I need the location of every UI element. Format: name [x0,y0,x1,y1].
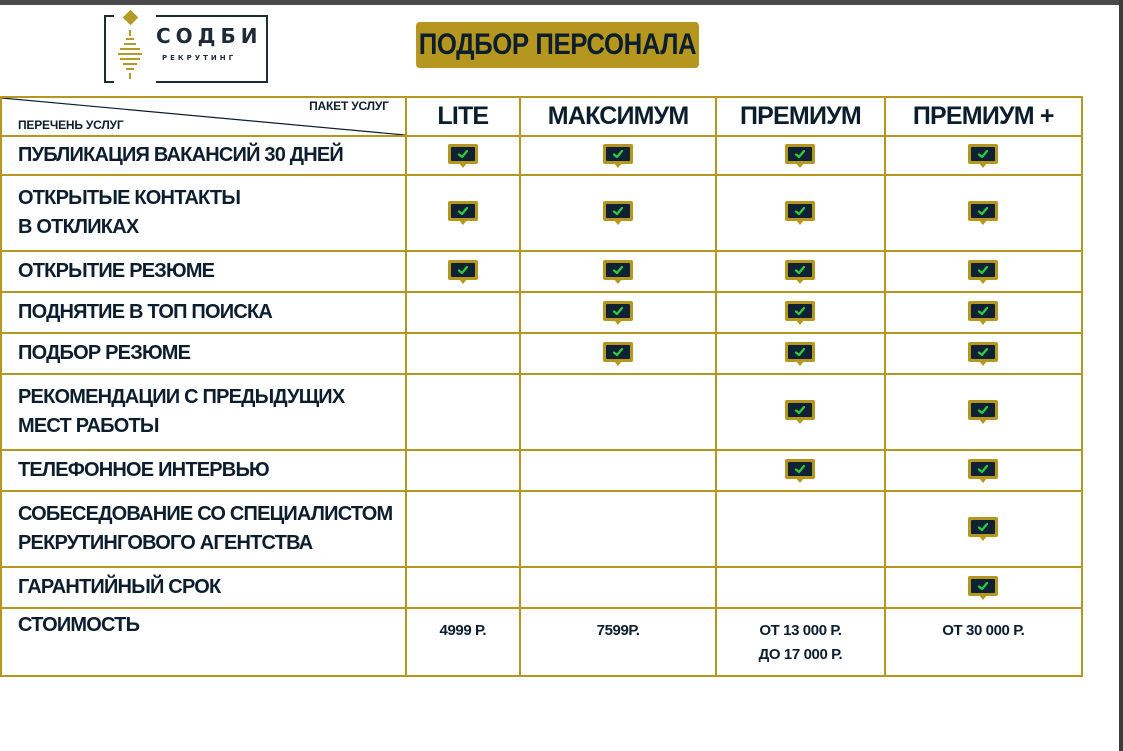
check-icon [968,260,998,284]
window-top-border [0,0,1123,5]
check-cell-premium-plus [885,374,1082,450]
check-icon [785,260,815,284]
service-name-line2: РЕКРУТИНГОВОГО АГЕНТСТВА [18,532,313,554]
check-cell-premium [716,374,884,450]
check-cell-premium [716,292,884,333]
service-name-line2: В ОТКЛИКАХ [18,216,139,238]
check-icon [603,301,633,325]
check-icon [968,201,998,225]
check-icon [785,201,815,225]
check-cell-lite [406,333,520,374]
check-cell-lite [406,292,520,333]
check-icon [448,144,478,168]
check-icon [448,201,478,225]
check-icon [603,144,633,168]
check-cell-premium-plus [885,175,1082,251]
check-cell-premium [716,175,884,251]
check-cell-lite [406,450,520,491]
price-premium-line2: ДО 17 000 Р. [758,646,843,663]
check-cell-premium [716,136,884,175]
check-icon [785,400,815,424]
services-table-body [1,136,1082,608]
service-name: ОТКРЫТЫЕ КОНТАКТЫ [18,187,241,209]
service-name-cell [1,175,406,251]
service-name: ОТКРЫТИЕ РЕЗЮМЕ [18,260,215,282]
check-cell-premium-plus [885,251,1082,292]
window-right-border [1119,0,1123,751]
table-row [1,374,1082,450]
check-cell-premium [716,567,884,608]
check-cell-maximum [520,450,716,491]
check-cell-lite [406,136,520,175]
table-row [1,136,1082,175]
check-cell-maximum [520,175,716,251]
service-name-cell [1,136,406,175]
check-cell-maximum [520,251,716,292]
check-icon [968,342,998,366]
check-cell-maximum [520,333,716,374]
check-cell-premium [716,491,884,567]
service-name: СОБЕСЕДОВАНИЕ СО СПЕЦИАЛИСТОМ [18,503,393,525]
check-cell-premium-plus [885,292,1082,333]
price-maximum [520,608,716,676]
service-name-cell [1,292,406,333]
pricing-table [0,96,1083,677]
service-name: ПОДБОР РЕЗЮМЕ [18,342,191,364]
check-icon [448,260,478,284]
price-row [1,608,1082,676]
check-icon [968,400,998,424]
logo-subtitle: РЕКРУТИНГ [162,54,237,62]
check-cell-premium-plus [885,450,1082,491]
check-icon [968,459,998,483]
table-row [1,450,1082,491]
corner-header-cell [1,97,406,136]
check-cell-maximum [520,567,716,608]
check-cell-lite [406,374,520,450]
service-name-cell [1,374,406,450]
price-label: СТОИМОСТЬ [1,608,406,676]
check-icon [968,301,998,325]
check-cell-premium [716,333,884,374]
check-cell-maximum [520,374,716,450]
services-list-label: ПЕРЕЧЕНЬ УСЛУГ [18,118,124,132]
service-name-line2: МЕСТ РАБОТЫ [18,415,159,437]
check-cell-lite [406,175,520,251]
table-header-row [1,97,1082,136]
service-name-cell [1,567,406,608]
plan-header-maximum: МАКСИМУМ [520,97,716,136]
check-icon [968,517,998,541]
check-cell-premium-plus [885,491,1082,567]
company-logo [104,12,272,92]
service-name: ГАРАНТИЙНЫЙ СРОК [18,576,221,598]
check-icon [968,576,998,600]
check-cell-lite [406,491,520,567]
service-name-cell [1,251,406,292]
price-premium [716,608,884,676]
check-cell-premium [716,450,884,491]
service-name: ТЕЛЕФОННОЕ ИНТЕРВЬЮ [18,459,269,481]
table-row [1,567,1082,608]
plan-header-premium-plus: ПРЕМИУМ + [885,97,1082,136]
service-name-cell [1,333,406,374]
check-icon [603,201,633,225]
price-premium-plus [885,608,1082,676]
logo-name: СОДБИ [156,24,263,48]
check-icon [785,342,815,366]
table-row [1,251,1082,292]
service-name: РЕКОМЕНДАЦИИ С ПРЕДЫДУЩИХ [18,386,345,408]
check-cell-premium-plus [885,567,1082,608]
price-lite [406,608,520,676]
check-cell-maximum [520,292,716,333]
price-premium-plus-line1: ОТ 30 000 Р. [942,622,1025,639]
service-name: ПУБЛИКАЦИЯ ВАКАНСИЙ 30 ДНЕЙ [18,144,344,166]
plan-header-premium: ПРЕМИУМ [716,97,884,136]
logo-waveform-icon [118,30,142,88]
table-row [1,292,1082,333]
table-row [1,491,1082,567]
check-icon [603,342,633,366]
service-name: ПОДНЯТИЕ В ТОП ПОИСКА [18,301,273,323]
service-name-cell [1,491,406,567]
check-icon [603,260,633,284]
price-lite-line1: 4999 Р. [439,622,487,639]
price-premium-line1: ОТ 13 000 Р. [759,622,842,639]
check-cell-maximum [520,136,716,175]
service-name-cell [1,450,406,491]
page-title: ПОДБОР ПЕРСОНАЛА [416,22,699,68]
table-row [1,333,1082,374]
check-cell-lite [406,567,520,608]
check-cell-lite [406,251,520,292]
check-icon [785,301,815,325]
plan-header-lite: LITE [406,97,520,136]
service-package-label: ПАКЕТ УСЛУГ [309,99,389,113]
check-icon [785,144,815,168]
table-row [1,175,1082,251]
check-icon [785,459,815,483]
check-cell-premium [716,251,884,292]
check-cell-premium-plus [885,136,1082,175]
check-icon [968,144,998,168]
check-cell-maximum [520,491,716,567]
check-cell-premium-plus [885,333,1082,374]
price-maximum-line1: 7599Р. [596,622,640,639]
